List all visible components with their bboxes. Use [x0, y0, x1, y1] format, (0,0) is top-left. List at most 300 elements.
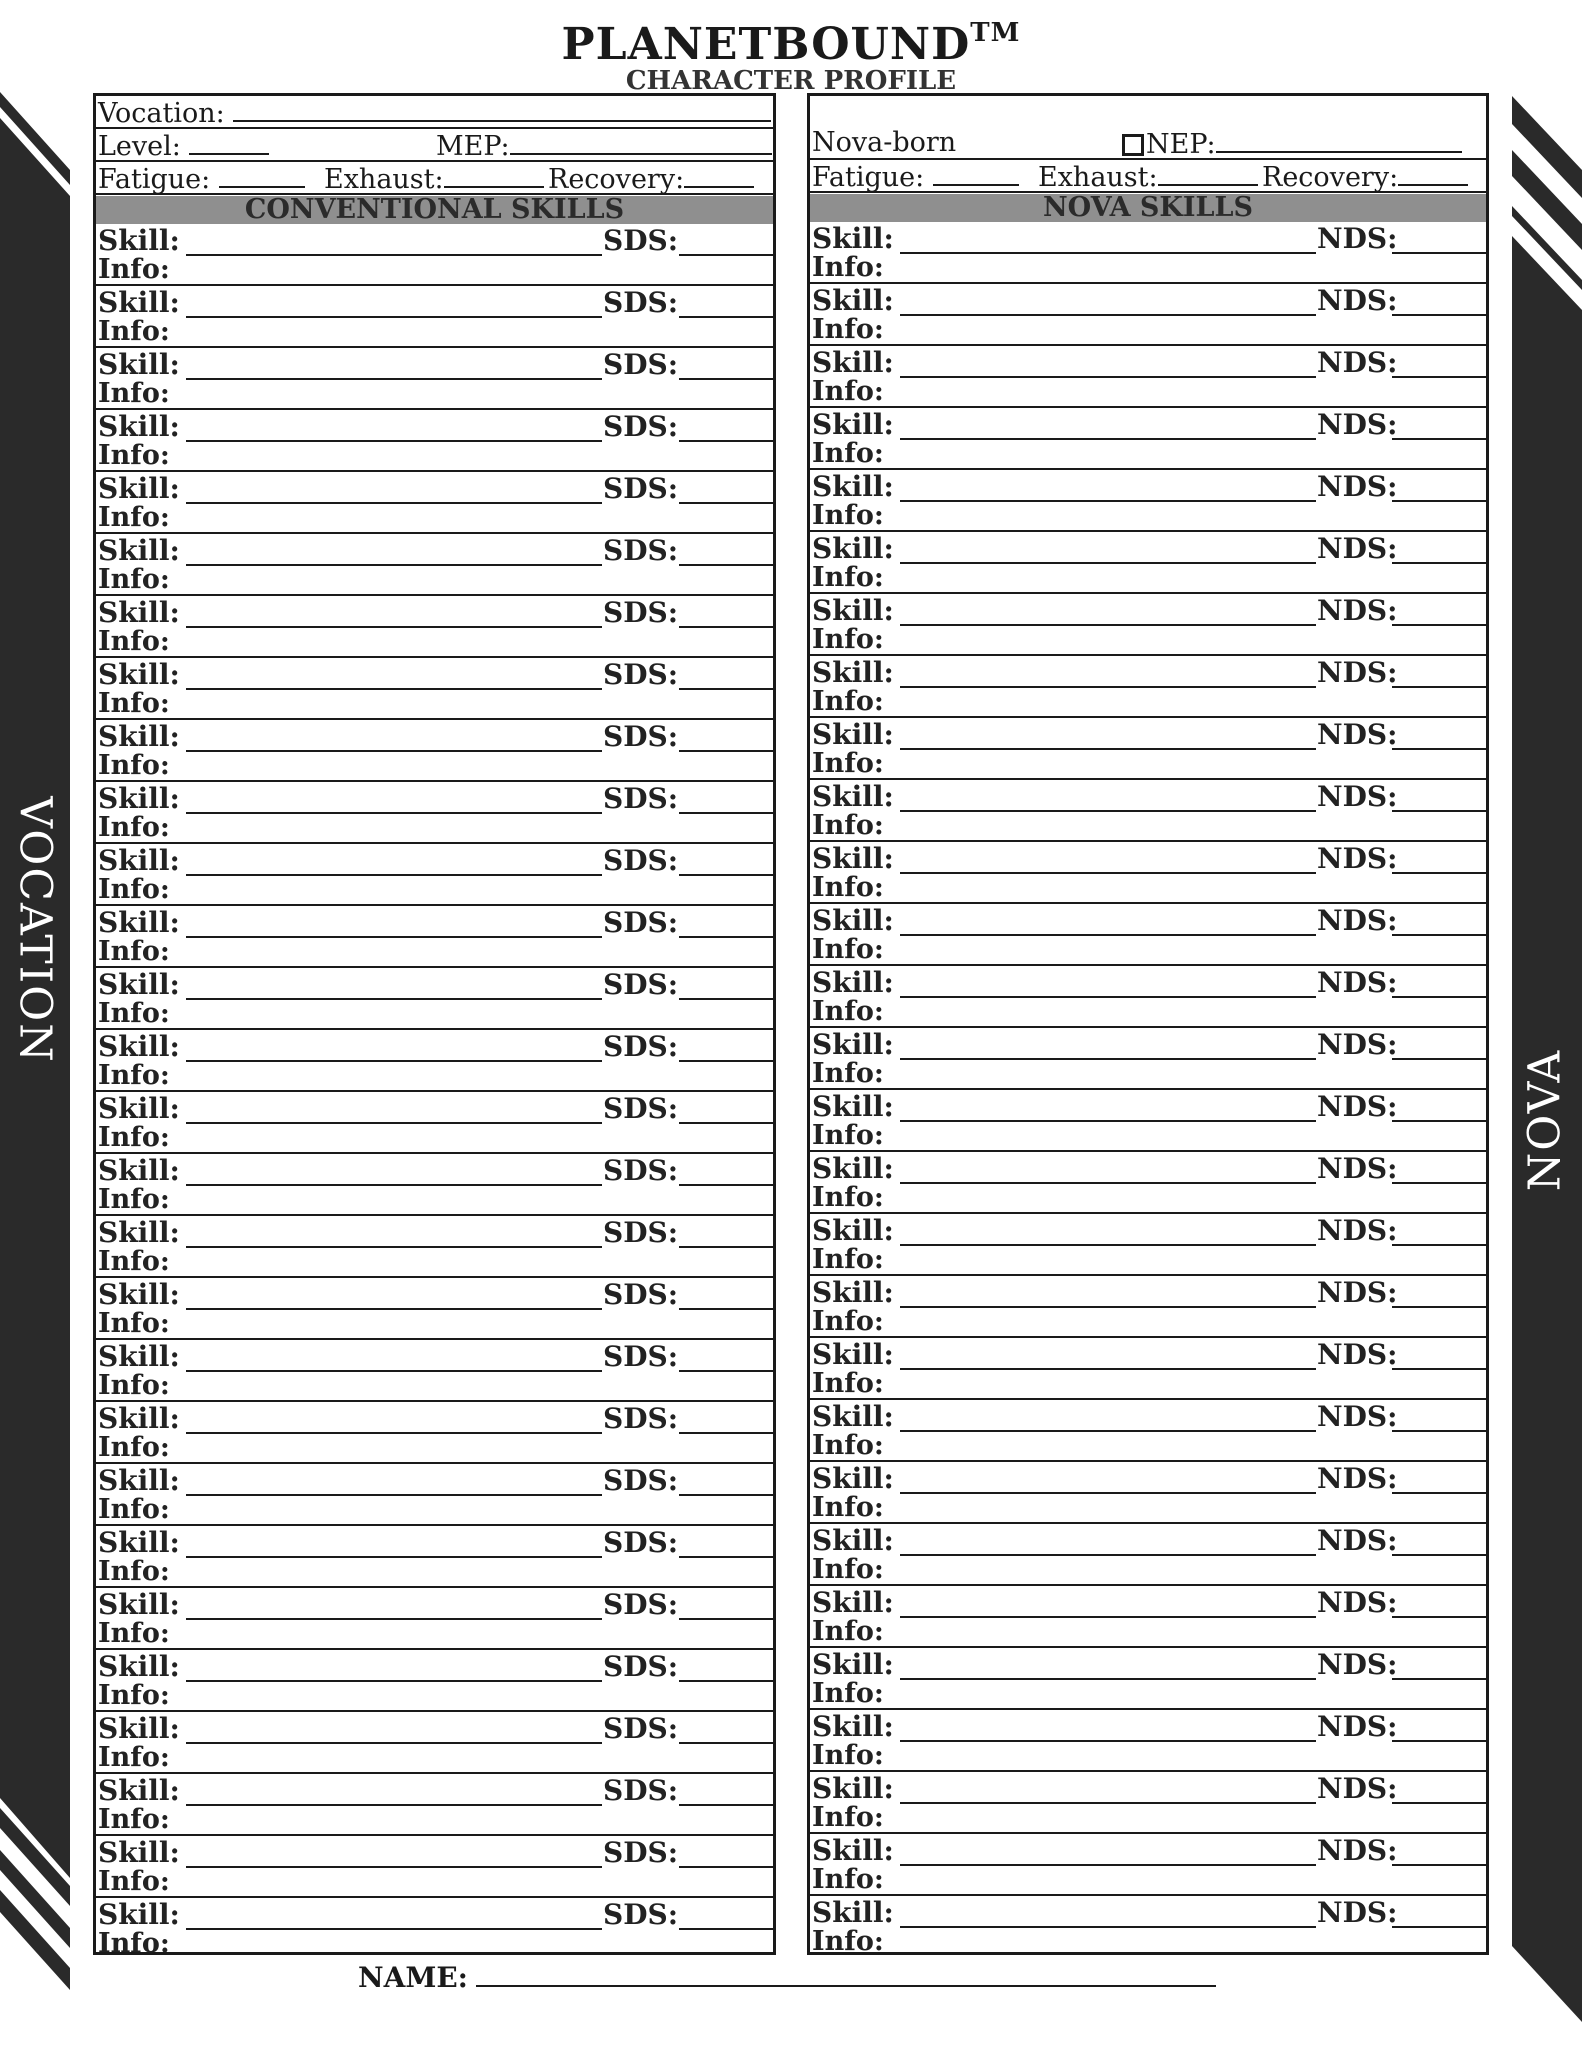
conventional-skill-row	[96, 1278, 773, 1340]
sds-field[interactable]	[679, 688, 773, 690]
nova-skill-row	[810, 1710, 1486, 1772]
sds-field[interactable]	[679, 378, 773, 380]
skill-name-field[interactable]	[900, 810, 1316, 812]
skill-name-field[interactable]	[900, 1120, 1316, 1122]
sheet-title: PLANETBOUND™	[561, 18, 1021, 70]
nova-skill-row	[810, 470, 1486, 532]
nds-field[interactable]	[1392, 1492, 1486, 1494]
sds-label: SDS:	[603, 1092, 679, 1125]
skill-name-field[interactable]	[186, 1184, 602, 1186]
info-label: Info:	[812, 1368, 884, 1399]
skill-label: Skill:	[812, 656, 894, 689]
skill-name-field[interactable]	[900, 1368, 1316, 1370]
sds-field[interactable]	[679, 316, 773, 318]
info-label: Info:	[98, 1556, 170, 1587]
skill-name-field[interactable]	[186, 936, 602, 938]
skill-name-field[interactable]	[900, 1802, 1316, 1804]
conventional-skill-row	[96, 1526, 773, 1588]
nds-field[interactable]	[1392, 1926, 1486, 1928]
skill-name-field[interactable]	[900, 686, 1316, 688]
nova-recovery-field[interactable]	[1398, 160, 1468, 186]
skill-name-field[interactable]	[186, 874, 602, 876]
nds-field[interactable]	[1392, 686, 1486, 688]
skill-name-field[interactable]	[186, 564, 602, 566]
skill-name-field[interactable]	[186, 1618, 602, 1620]
skill-label: Skill:	[98, 906, 180, 939]
nova-skill-row	[810, 1214, 1486, 1276]
novaborn-checkbox[interactable]	[1122, 134, 1144, 156]
info-label: Info:	[812, 1926, 884, 1957]
skill-name-field[interactable]	[186, 998, 602, 1000]
skill-label: Skill:	[812, 1772, 894, 1805]
nova-skill-row	[810, 966, 1486, 1028]
conventional-skill-row	[96, 1588, 773, 1650]
info-label: Info:	[812, 1864, 884, 1895]
nds-field[interactable]	[1392, 1430, 1486, 1432]
nds-label: NDS:	[1317, 1090, 1398, 1123]
skill-name-field[interactable]	[186, 254, 602, 256]
nova-skill-row	[810, 1400, 1486, 1462]
info-label: Info:	[812, 872, 884, 903]
nova-skill-row	[810, 346, 1486, 408]
nds-field[interactable]	[1392, 252, 1486, 254]
sds-label: SDS:	[603, 720, 679, 753]
novaborn-row	[810, 127, 1486, 160]
nds-label: NDS:	[1317, 1462, 1398, 1495]
conventional-skill-row	[96, 1836, 773, 1898]
vocation-side-label: VOCATION	[9, 796, 61, 1064]
nds-label: NDS:	[1317, 532, 1398, 565]
conventional-skill-row	[96, 844, 773, 906]
conventional-skill-row	[96, 968, 773, 1030]
name-label: NAME:	[358, 1961, 468, 1994]
sds-field[interactable]	[679, 1060, 773, 1062]
mep-field[interactable]	[510, 129, 772, 155]
conventional-skill-row	[96, 596, 773, 658]
nds-field[interactable]	[1392, 872, 1486, 874]
nova-skill-row	[810, 1586, 1486, 1648]
skill-name-field[interactable]	[900, 1926, 1316, 1928]
level-field[interactable]	[189, 129, 269, 155]
info-label: Info:	[98, 1618, 170, 1649]
nova-fatigue-label: Fatigue:	[812, 162, 925, 193]
skill-label: Skill:	[98, 782, 180, 815]
conventional-skill-row	[96, 782, 773, 844]
skill-label: Skill:	[98, 472, 180, 505]
skill-name-field[interactable]	[900, 562, 1316, 564]
skill-name-field[interactable]	[900, 500, 1316, 502]
sds-field[interactable]	[679, 1618, 773, 1620]
info-label: Info:	[812, 562, 884, 593]
conventional-skill-row	[96, 1650, 773, 1712]
sds-label: SDS:	[603, 596, 679, 629]
sds-label: SDS:	[603, 1340, 679, 1373]
nds-field[interactable]	[1392, 1864, 1486, 1866]
info-label: Info:	[98, 998, 170, 1029]
info-label: Info:	[812, 748, 884, 779]
sds-field[interactable]	[679, 1556, 773, 1558]
nova-fatigue-field[interactable]	[933, 160, 1019, 186]
sds-field[interactable]	[679, 1804, 773, 1806]
sds-label: SDS:	[603, 1278, 679, 1311]
nds-field[interactable]	[1392, 1802, 1486, 1804]
info-label: Info:	[812, 1616, 884, 1647]
conventional-skill-row	[96, 1464, 773, 1526]
skill-name-field[interactable]	[186, 1866, 602, 1868]
skill-label: Skill:	[98, 1030, 180, 1063]
skill-label: Skill:	[98, 1650, 180, 1683]
skill-label: Skill:	[98, 968, 180, 1001]
skill-label: Skill:	[812, 904, 894, 937]
skill-name-field[interactable]	[900, 1058, 1316, 1060]
skill-name-field[interactable]	[900, 872, 1316, 874]
info-label: Info:	[812, 252, 884, 283]
skill-name-field[interactable]	[900, 1492, 1316, 1494]
sds-field[interactable]	[679, 502, 773, 504]
skill-name-field[interactable]	[900, 438, 1316, 440]
info-label: Info:	[98, 564, 170, 595]
nova-skill-row	[810, 780, 1486, 842]
sds-label: SDS:	[603, 286, 679, 319]
skill-label: Skill:	[812, 1276, 894, 1309]
conventional-skills-header: CONVENTIONAL SKILLS	[96, 196, 773, 224]
skill-name-field[interactable]	[186, 502, 602, 504]
skill-label: Skill:	[812, 470, 894, 503]
sds-field[interactable]	[679, 1122, 773, 1124]
nova-skills-panel	[807, 93, 1489, 1955]
skill-name-field[interactable]	[186, 1246, 602, 1248]
skill-name-field[interactable]	[186, 378, 602, 380]
nds-label: NDS:	[1317, 1896, 1398, 1929]
vocation-row	[96, 96, 773, 129]
skill-name-field[interactable]	[186, 750, 602, 752]
skill-label: Skill:	[812, 1028, 894, 1061]
info-label: Info:	[98, 750, 170, 781]
skill-label: Skill:	[812, 1400, 894, 1433]
skill-name-field[interactable]	[186, 1060, 602, 1062]
nova-skill-row	[810, 1462, 1486, 1524]
skill-name-field[interactable]	[186, 1742, 602, 1744]
sds-field[interactable]	[679, 1432, 773, 1434]
nds-field[interactable]	[1392, 1182, 1486, 1184]
nds-field[interactable]	[1392, 1554, 1486, 1556]
info-label: Info:	[98, 1680, 170, 1711]
skill-label: Skill:	[812, 284, 894, 317]
nds-field[interactable]	[1392, 1244, 1486, 1246]
right-stripe-band	[1508, 0, 1582, 2048]
skill-label: Skill:	[98, 1836, 180, 1869]
fatigue-label: Fatigue:	[98, 164, 211, 195]
skill-label: Skill:	[98, 1340, 180, 1373]
nds-label: NDS:	[1317, 1648, 1398, 1681]
skill-name-field[interactable]	[186, 316, 602, 318]
skill-name-field[interactable]	[186, 1370, 602, 1372]
skill-name-field[interactable]	[900, 996, 1316, 998]
skill-label: Skill:	[812, 1896, 894, 1929]
skill-label: Skill:	[812, 1462, 894, 1495]
nds-label: NDS:	[1317, 966, 1398, 999]
skill-label: Skill:	[812, 1710, 894, 1743]
skill-name-field[interactable]	[186, 1122, 602, 1124]
skill-name-field[interactable]	[186, 1494, 602, 1496]
conventional-skill-row	[96, 534, 773, 596]
nova-top-spacer	[810, 96, 1486, 127]
skill-name-field[interactable]	[186, 1804, 602, 1806]
nds-field[interactable]	[1392, 1740, 1486, 1742]
skill-name-field[interactable]	[186, 440, 602, 442]
info-label: Info:	[98, 1060, 170, 1091]
skill-label: Skill:	[98, 596, 180, 629]
info-label: Info:	[812, 1244, 884, 1275]
nds-label: NDS:	[1317, 904, 1398, 937]
sds-label: SDS:	[603, 410, 679, 443]
nds-field[interactable]	[1392, 1120, 1486, 1122]
info-label: Info:	[98, 1184, 170, 1215]
skill-label: Skill:	[812, 966, 894, 999]
skill-label: Skill:	[812, 594, 894, 627]
nds-label: NDS:	[1317, 284, 1398, 317]
info-label: Info:	[98, 1866, 170, 1897]
recovery-field[interactable]	[684, 162, 754, 188]
nds-field[interactable]	[1392, 1058, 1486, 1060]
skill-name-field[interactable]	[900, 1678, 1316, 1680]
conventional-skill-row	[96, 286, 773, 348]
nds-field[interactable]	[1392, 438, 1486, 440]
nova-skill-row	[810, 1338, 1486, 1400]
nova-skill-row	[810, 532, 1486, 594]
sds-field[interactable]	[679, 564, 773, 566]
name-field[interactable]	[476, 1957, 1216, 1987]
skill-name-field[interactable]	[900, 934, 1316, 936]
sds-label: SDS:	[603, 906, 679, 939]
skill-name-field[interactable]	[900, 1740, 1316, 1742]
nds-label: NDS:	[1317, 1152, 1398, 1185]
nds-field[interactable]	[1392, 810, 1486, 812]
nova-skill-row	[810, 1090, 1486, 1152]
fatigue-field[interactable]	[219, 162, 305, 188]
mep-label: MEP:	[436, 131, 510, 162]
nds-field[interactable]	[1392, 500, 1486, 502]
sds-field[interactable]	[679, 874, 773, 876]
sds-field[interactable]	[679, 1184, 773, 1186]
sds-field[interactable]	[679, 254, 773, 256]
sds-field[interactable]	[679, 1246, 773, 1248]
skill-label: Skill:	[98, 1154, 180, 1187]
trademark-mark: TM	[970, 18, 1021, 48]
nds-label: NDS:	[1317, 222, 1398, 255]
conventional-skill-row	[96, 1216, 773, 1278]
skill-name-field[interactable]	[900, 1616, 1316, 1618]
skill-name-field[interactable]	[900, 1554, 1316, 1556]
sds-label: SDS:	[603, 1712, 679, 1745]
sds-label: SDS:	[603, 844, 679, 877]
sds-label: SDS:	[603, 1464, 679, 1497]
info-label: Info:	[98, 1122, 170, 1153]
exhaust-field[interactable]	[444, 162, 544, 188]
nova-skills-header: NOVA SKILLS	[810, 194, 1486, 222]
sds-field[interactable]	[679, 936, 773, 938]
novaborn-label: Nova-born	[812, 127, 957, 158]
sds-field[interactable]	[679, 1680, 773, 1682]
sds-field[interactable]	[679, 1370, 773, 1372]
sds-label: SDS:	[603, 348, 679, 381]
nova-skill-row	[810, 656, 1486, 718]
nova-skill-row	[810, 408, 1486, 470]
skill-label: Skill:	[812, 1090, 894, 1123]
skill-name-field[interactable]	[186, 1308, 602, 1310]
sds-label: SDS:	[603, 1402, 679, 1435]
sds-label: SDS:	[603, 1774, 679, 1807]
skill-label: Skill:	[812, 842, 894, 875]
skill-name-field[interactable]	[900, 1182, 1316, 1184]
skill-name-field[interactable]	[900, 1244, 1316, 1246]
skill-name-field[interactable]	[186, 626, 602, 628]
nds-label: NDS:	[1317, 1586, 1398, 1619]
skill-label: Skill:	[98, 1526, 180, 1559]
info-label: Info:	[98, 1370, 170, 1401]
info-label: Info:	[812, 376, 884, 407]
info-label: Info:	[812, 1306, 884, 1337]
skill-name-field[interactable]	[900, 252, 1316, 254]
sds-field[interactable]	[679, 998, 773, 1000]
skill-name-field[interactable]	[186, 1556, 602, 1558]
skill-name-field[interactable]	[900, 624, 1316, 626]
nova-exhaust-field[interactable]	[1158, 160, 1258, 186]
sds-field[interactable]	[679, 626, 773, 628]
skill-name-field[interactable]	[186, 1928, 602, 1930]
nova-skill-row	[810, 594, 1486, 656]
conventional-skill-row	[96, 410, 773, 472]
nds-label: NDS:	[1317, 1524, 1398, 1557]
vocation-field[interactable]	[233, 96, 771, 122]
skill-name-field[interactable]	[186, 812, 602, 814]
nds-field[interactable]	[1392, 1306, 1486, 1308]
level-row	[96, 129, 773, 162]
skill-label: Skill:	[98, 1774, 180, 1807]
sds-field[interactable]	[679, 1866, 773, 1868]
nds-field[interactable]	[1392, 748, 1486, 750]
sds-label: SDS:	[603, 1836, 679, 1869]
info-label: Info:	[98, 1742, 170, 1773]
skill-name-field[interactable]	[900, 314, 1316, 316]
sds-field[interactable]	[679, 812, 773, 814]
skill-name-field[interactable]	[900, 1430, 1316, 1432]
sds-label: SDS:	[603, 1154, 679, 1187]
nds-field[interactable]	[1392, 376, 1486, 378]
nova-skill-row	[810, 222, 1486, 284]
nds-label: NDS:	[1317, 594, 1398, 627]
skill-name-field[interactable]	[186, 1432, 602, 1434]
nds-field[interactable]	[1392, 1368, 1486, 1370]
skill-label: Skill:	[812, 1524, 894, 1557]
info-label: Info:	[812, 1678, 884, 1709]
conventional-skill-row	[96, 1712, 773, 1774]
nds-label: NDS:	[1317, 1772, 1398, 1805]
sds-label: SDS:	[603, 782, 679, 815]
info-label: Info:	[98, 440, 170, 471]
nova-skill-row	[810, 1276, 1486, 1338]
sds-field[interactable]	[679, 1928, 773, 1930]
level-label: Level:	[98, 131, 181, 162]
nds-field[interactable]	[1392, 1678, 1486, 1680]
skill-label: Skill:	[812, 1338, 894, 1371]
skill-name-field[interactable]	[186, 1680, 602, 1682]
info-label: Info:	[812, 624, 884, 655]
nova-skill-row	[810, 1524, 1486, 1586]
info-label: Info:	[812, 1802, 884, 1833]
nds-field[interactable]	[1392, 996, 1486, 998]
conventional-skill-row	[96, 224, 773, 286]
nep-field[interactable]	[1216, 127, 1462, 153]
info-label: Info:	[98, 812, 170, 843]
skill-label: Skill:	[98, 844, 180, 877]
nds-field[interactable]	[1392, 314, 1486, 316]
sds-label: SDS:	[603, 1216, 679, 1249]
skill-label: Skill:	[812, 222, 894, 255]
skill-name-field[interactable]	[900, 1864, 1316, 1866]
info-label: Info:	[812, 438, 884, 469]
sds-label: SDS:	[603, 472, 679, 505]
nova-skill-row	[810, 1896, 1486, 1958]
skill-name-field[interactable]	[900, 748, 1316, 750]
skill-label: Skill:	[98, 348, 180, 381]
conventional-skill-row	[96, 1774, 773, 1836]
name-row	[358, 1956, 1216, 2000]
nds-field[interactable]	[1392, 934, 1486, 936]
sds-field[interactable]	[679, 1308, 773, 1310]
skill-name-field[interactable]	[900, 376, 1316, 378]
nova-skills-list	[810, 222, 1486, 1958]
skill-label: Skill:	[98, 1588, 180, 1621]
skill-label: Skill:	[98, 286, 180, 319]
nds-field[interactable]	[1392, 562, 1486, 564]
skill-name-field[interactable]	[186, 688, 602, 690]
conventional-skill-row	[96, 1402, 773, 1464]
info-label: Info:	[98, 316, 170, 347]
nds-field[interactable]	[1392, 624, 1486, 626]
conventional-skill-row	[96, 472, 773, 534]
info-label: Info:	[98, 1928, 170, 1959]
sds-label: SDS:	[603, 1030, 679, 1063]
info-label: Info:	[98, 254, 170, 285]
sds-field[interactable]	[679, 750, 773, 752]
sds-field[interactable]	[679, 1494, 773, 1496]
sds-field[interactable]	[679, 1742, 773, 1744]
nds-field[interactable]	[1392, 1616, 1486, 1618]
conventional-skill-row	[96, 1030, 773, 1092]
nds-label: NDS:	[1317, 1028, 1398, 1061]
skill-label: Skill:	[812, 1648, 894, 1681]
info-label: Info:	[812, 314, 884, 345]
nds-label: NDS:	[1317, 780, 1398, 813]
skill-label: Skill:	[98, 534, 180, 567]
skill-label: Skill:	[812, 346, 894, 379]
skill-label: Skill:	[812, 780, 894, 813]
sds-field[interactable]	[679, 440, 773, 442]
info-label: Info:	[812, 686, 884, 717]
info-label: Info:	[812, 1430, 884, 1461]
skill-name-field[interactable]	[900, 1306, 1316, 1308]
info-label: Info:	[98, 1804, 170, 1835]
info-label: Info:	[812, 1058, 884, 1089]
sds-label: SDS:	[603, 1526, 679, 1559]
conventional-skill-row	[96, 1898, 773, 1960]
nds-label: NDS:	[1317, 842, 1398, 875]
fatigue-row	[96, 162, 773, 195]
nds-label: NDS:	[1317, 1710, 1398, 1743]
nds-label: NDS:	[1317, 408, 1398, 441]
info-label: Info:	[98, 1494, 170, 1525]
